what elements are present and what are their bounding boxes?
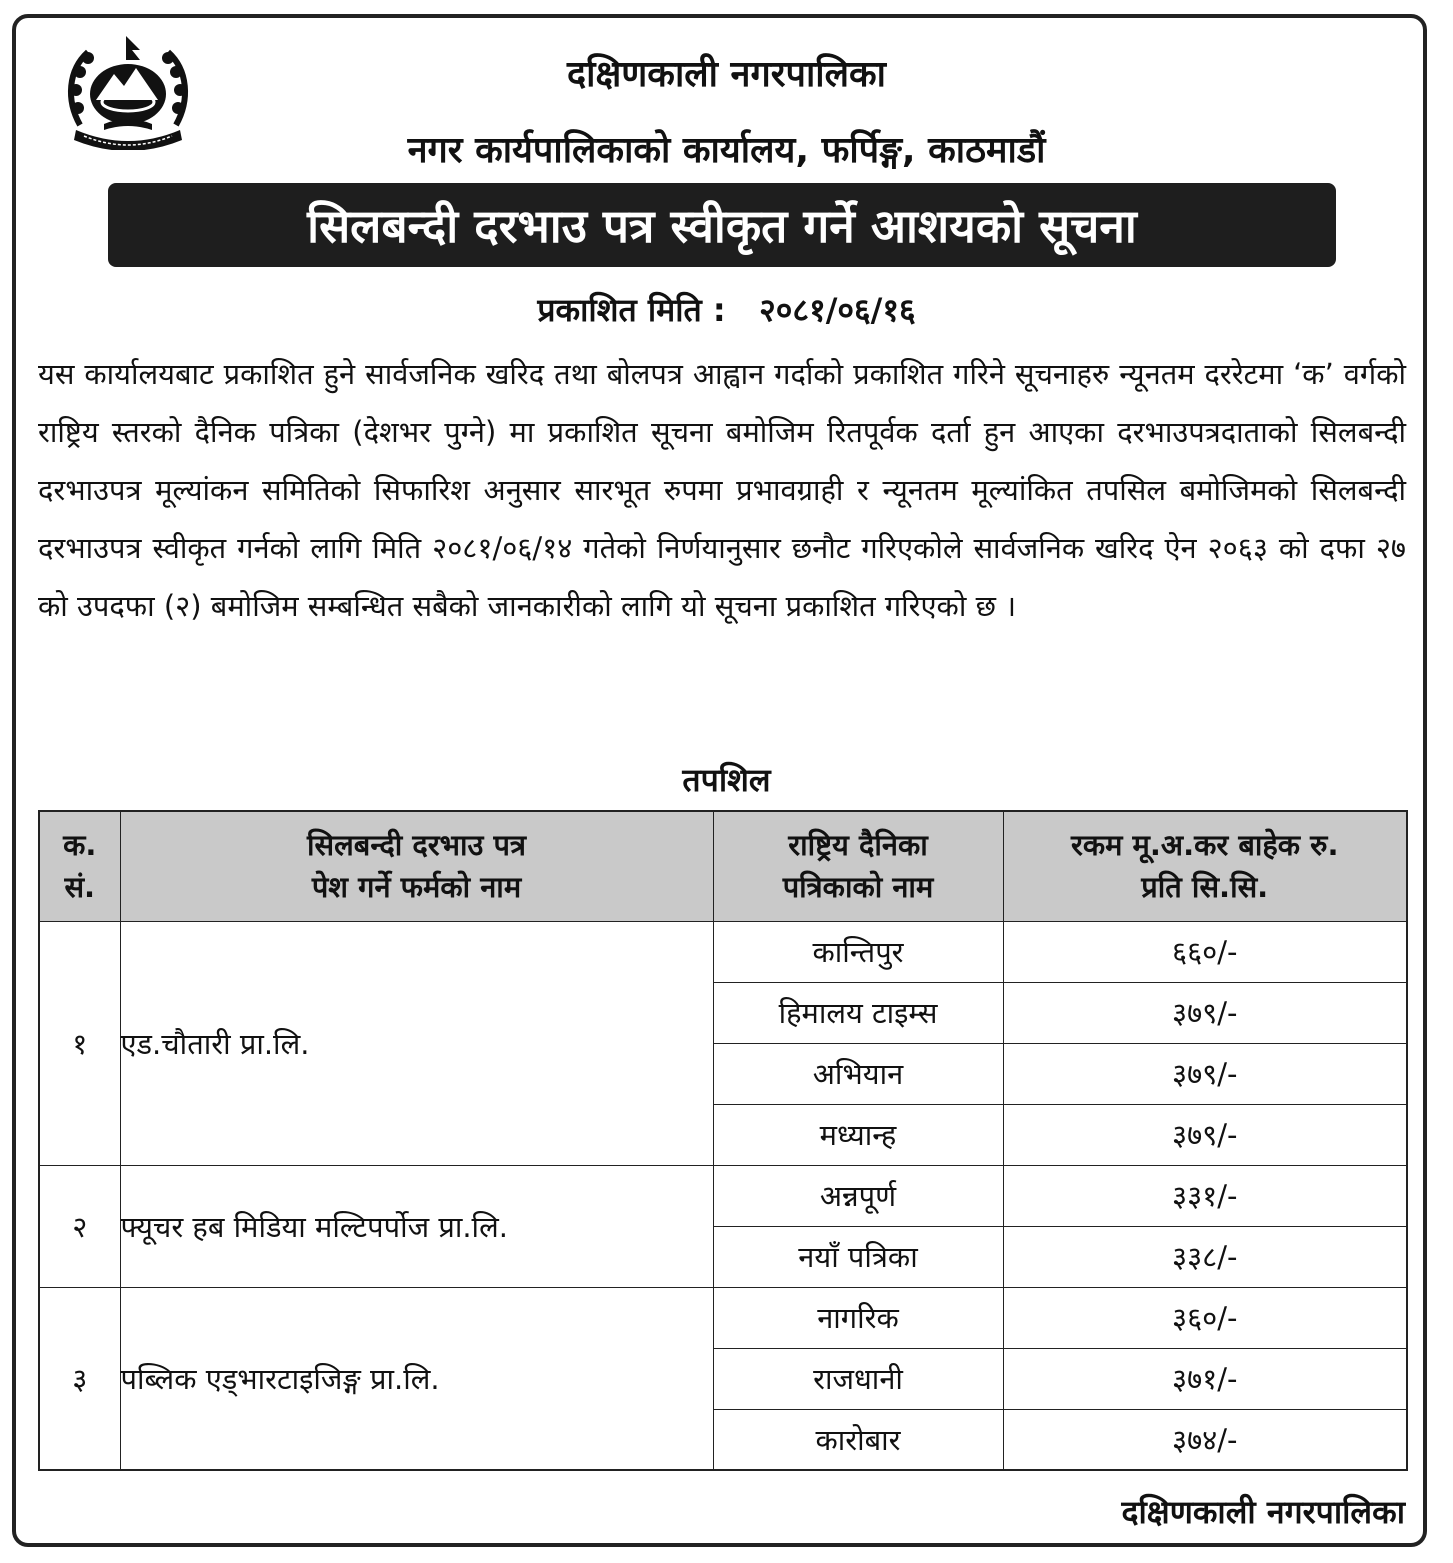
serial-number: ३ — [39, 1287, 120, 1470]
rate-value: ३३८/- — [1003, 1226, 1407, 1287]
firm-name: एड.चौतारी प्रा.लि. — [120, 921, 713, 1165]
serial-number: १ — [39, 921, 120, 1165]
publication-date-label: प्रकाशित मिति : — [537, 291, 726, 329]
office-name: नगर कार्यपालिकाको कार्यालय, फर्पिङ्ग, काठमाडौं — [407, 130, 1046, 171]
rate-value: ३७९/- — [1003, 1104, 1407, 1165]
newspaper-name: हिमालय टाइम्स — [713, 982, 1003, 1043]
rate-value: ३७४/- — [1003, 1409, 1407, 1470]
table-row — [39, 921, 1407, 982]
firm-name: फ्यूचर हब मिडिया मल्टिपर्पोज प्रा.लि. — [120, 1165, 713, 1287]
schedule-table — [38, 810, 1408, 1471]
newspaper-name: नागरिक — [713, 1287, 1003, 1348]
column-header-paper: राष्ट्रिय दैनिका पत्रिकाको नाम — [713, 811, 1003, 921]
rate-value: ३३१/- — [1003, 1165, 1407, 1226]
newspaper-name: अन्नपूर्ण — [713, 1165, 1003, 1226]
rate-value: ३७९/- — [1003, 982, 1407, 1043]
notice-paragraph: यस कार्यालयबाट प्रकाशित हुने सार्वजनिक खरिद तथा बोलपत्र आह्वान गर्दाको प्रकाशित गरिने सूचनाहरु न्यूनतम दररेटमा ‘क’ वर्गको राष्ट्रिय स्तरको दैनिक पत्रिका (देशभर पुग्ने) मा प्रकाशित सूचना बमोजिम रितपूर्वक दर्ता हुन आएका दरभाउपत्रदाताको सिलबन्दी दरभाउपत्र मूल्यांकन समितिको सिफारिश अनुसार सारभूत रुपमा प्रभावग्राही र न्यूनतम मूल्यांकित तपसिल बमोजिमको सिलबन्दी दरभाउपत्र स्वीकृत गर्नको लागि मिति २०८१/०६/१४ गतेको निर्णयानुसार छनौट गरिएकोले सार्वजनिक खरिद ऐन २०६३ को दफा २७ को उपदफा (२) बमोजिम सम्बन्धित सबैको जानकारीको लागि यो सूचना प्रकाशित गरिएको छ । — [38, 357, 1406, 623]
column-header-sn: क. सं. — [39, 811, 120, 921]
newspaper-name: अभियान — [713, 1043, 1003, 1104]
newspaper-name: कान्तिपुर — [713, 921, 1003, 982]
schedule-title: तपशिल — [682, 761, 771, 799]
rate-value: ३६०/- — [1003, 1287, 1407, 1348]
notice-title: सिलबन्दी दरभाउ पत्र स्वीकृत गर्ने आशयको सूचना — [307, 199, 1137, 253]
publication-date-value: २०८१/०६/१६ — [759, 291, 916, 329]
notice-body — [38, 345, 1406, 635]
rate-value: ६६०/- — [1003, 921, 1407, 982]
notice-title-banner — [108, 183, 1336, 267]
publication-date — [0, 288, 1453, 331]
table-header-row — [39, 811, 1407, 921]
table-row — [39, 1165, 1407, 1226]
newspaper-name: कारोबार — [713, 1409, 1003, 1470]
municipality-name: दक्षिणकाली नगरपालिका — [567, 54, 886, 95]
column-header-firm: सिलबन्दी दरभाउ पत्र पेश गर्ने फर्मको नाम — [120, 811, 713, 921]
rate-value: ३७९/- — [1003, 1043, 1407, 1104]
rate-value: ३७१/- — [1003, 1348, 1407, 1409]
table-row — [39, 1287, 1407, 1348]
newspaper-name: राजधानी — [713, 1348, 1003, 1409]
newspaper-name: मध्यान्ह — [713, 1104, 1003, 1165]
serial-number: २ — [39, 1165, 120, 1287]
newspaper-name: नयाँ पत्रिका — [713, 1226, 1003, 1287]
firm-name: पब्लिक एड्भारटाइजिङ्ग प्रा.लि. — [120, 1287, 713, 1470]
signature-municipality: दक्षिणकाली नगरपालिका — [1121, 1493, 1405, 1531]
column-header-rate: रकम मू.अ.कर बाहेक रु. प्रति सि.सि. — [1003, 811, 1407, 921]
